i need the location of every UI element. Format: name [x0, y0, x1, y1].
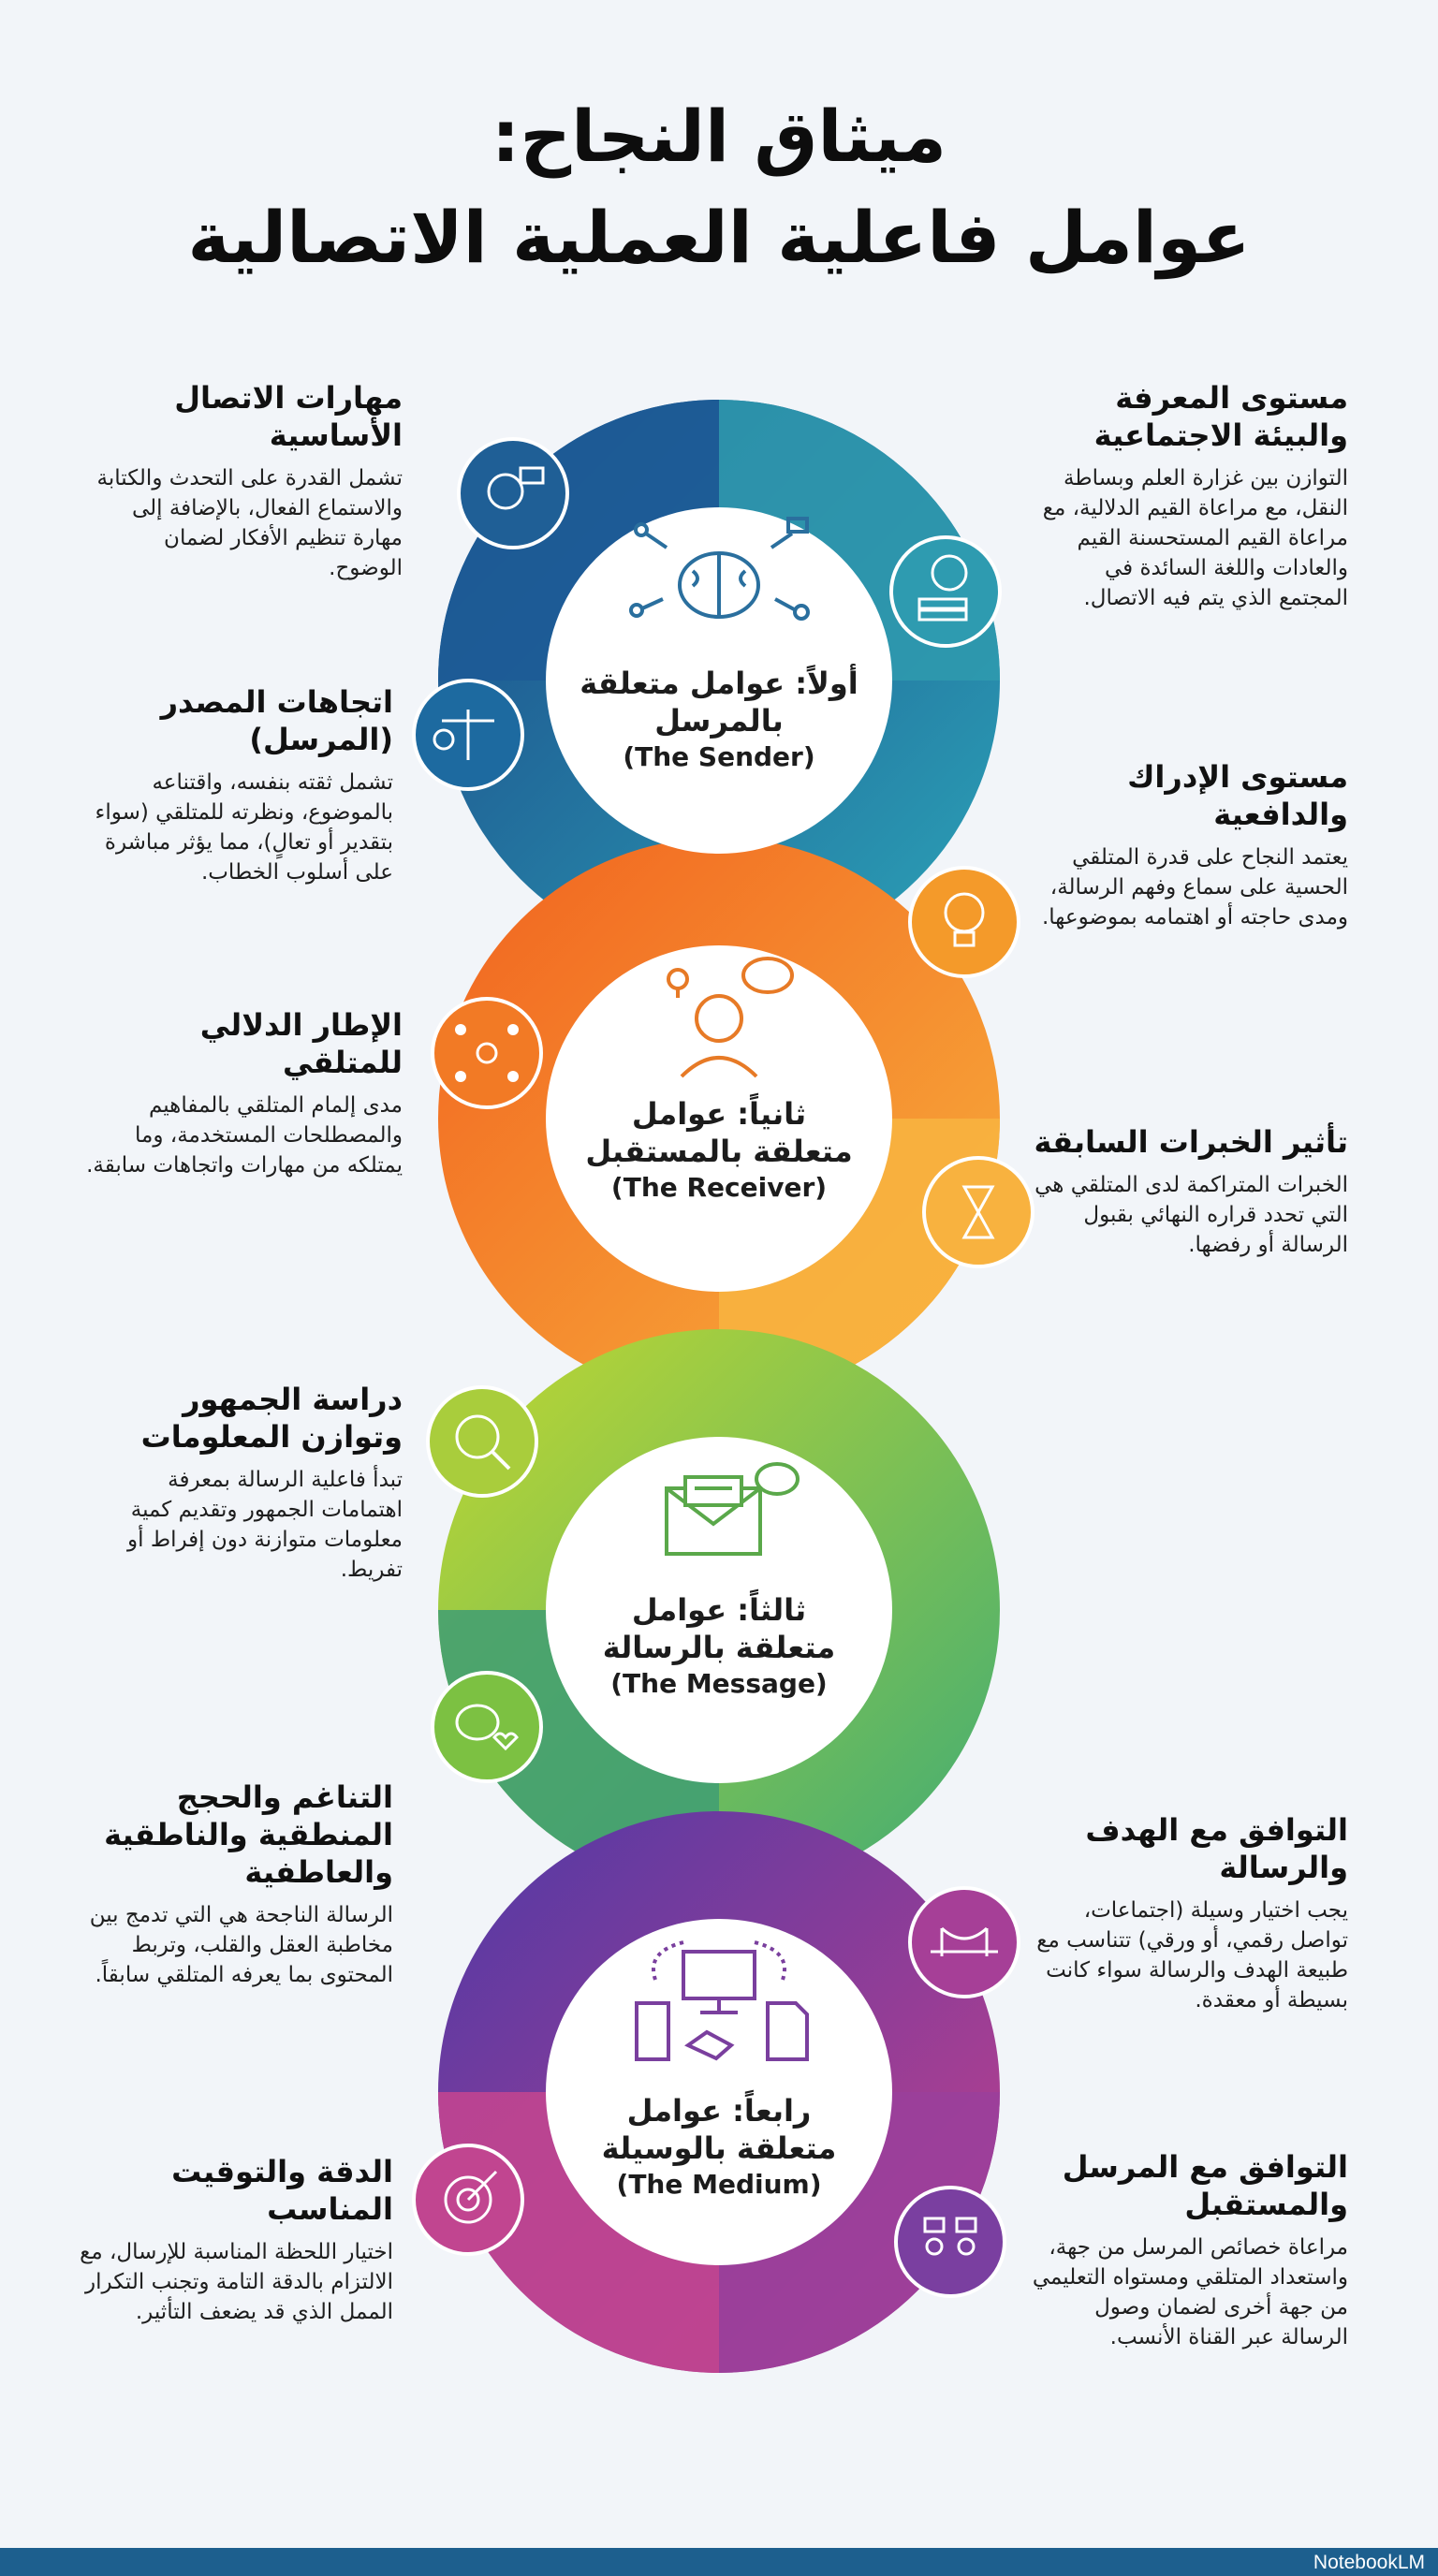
item-title: التوافق مع الهدف والرسالة: [1085, 1812, 1348, 1885]
footer-bar: [0, 2548, 1438, 2576]
message-audience-item: [84, 1381, 403, 1585]
sender-center-label: أولاً: عوامل متعلقة بالمرسل (The Sender): [580, 666, 858, 772]
message-center-label: ثالثاً: عوامل متعلقة بالرسالة (The Message): [602, 1592, 836, 1699]
item-text: اختيار اللحظة المناسبة للإرسال، مع الالتزام بالدقة التامة وتجنب التكرار الممل الذي قد يضعف التأثير.: [80, 2240, 393, 2324]
title-line-1: ميثاق النجاح:: [491, 95, 947, 178]
item-title: مستوى الإدراك والدافعية: [1127, 759, 1348, 832]
item-title: اتجاهات المصدر (المرسل): [160, 684, 393, 757]
icon-circle-network-person: [433, 999, 541, 1107]
medium-parties-fit-item: [1030, 2148, 1348, 2352]
item-text: يجب اختيار وسيلة (اجتماعات، تواصل رقمي، أو ورقي) تتناسب مع طبيعة الهدف والرسالة سواء كانت بسيطة أو معقدة.: [1036, 1898, 1348, 2012]
title-line-2: عوامل فاعلية العملية الاتصالية: [187, 196, 1251, 279]
page-title: [0, 86, 1438, 288]
item-text: مدى إلمام المتلقي بالمفاهيم والمصطلحات المستخدمة، وما يمتلكه من مهارات واتجاهات سابقة.: [86, 1093, 403, 1178]
medium-goal-fit-item: [1030, 1811, 1348, 2015]
item-text: الرسالة الناجحة هي التي تدمج بين مخاطبة العقل والقلب، وتربط المحتوى بما يعرفه المتلقي سابقاً.: [89, 1903, 393, 1987]
message-harmony-item: [75, 1778, 393, 1990]
icon-circle-scale-heart: [414, 681, 522, 789]
sender-knowledge-item: [1030, 379, 1348, 613]
medium-timing-item: [75, 2153, 393, 2327]
item-text: تشمل القدرة على التحدث والكتابة والاستماع الفعال، بالإضافة إلى مهارة تنظيم الأفكار لضمان الوضوح.: [96, 466, 403, 580]
item-text: التوازن بين غزارة العلم وبساطة النقل، مع مراعاة القيم الدلالية، مع مراعاة القيم المستحسنة القيم والعادات واللغة السائدة في المجتمع الذي يتم فيه الاتصال.: [1042, 466, 1348, 610]
item-title: تأثير الخبرات السابقة: [1034, 1124, 1348, 1160]
item-title: الدقة والتوقيت المناسب: [171, 2154, 393, 2227]
icon-circle-lightbulb: [910, 868, 1019, 976]
sender-skills-item: [84, 379, 403, 583]
receiver-frame-item: [84, 1006, 403, 1180]
icon-circle-bridge: [910, 1888, 1019, 1997]
item-title: مهارات الاتصال الأساسية: [174, 380, 403, 453]
medium-center-label: رابعاً: عوامل متعلقة بالوسيلة (The Medium): [601, 2093, 837, 2200]
icon-circle-target: [414, 2145, 522, 2254]
item-title: التوافق مع المرسل والمستقبل: [1062, 2149, 1348, 2222]
receiver-center-label: ثانياً: عوامل متعلقة بالمستقبل (The Receiver): [585, 1096, 853, 1203]
item-title: الإطار الدلالي للمتلقي: [199, 1007, 403, 1080]
item-title: التناغم والحجج المنطقية والناطقية والعاطفية: [104, 1779, 393, 1890]
icon-circle-head-gears: [459, 439, 567, 548]
item-text: تبدأ فاعلية الرسالة بمعرفة اهتمامات الجمهور وتقديم كمية معلومات متوازنة دون إفراط أو تفريط.: [127, 1468, 403, 1582]
icon-circle-brain-heart: [433, 1673, 541, 1781]
receiver-perception-item: [1030, 758, 1348, 932]
item-text: مراعاة خصائص المرسل من جهة، واستعداد المتلقي ومستواه التعليمي من جهة أخرى لضمان وصول الرسالة عبر القناة الأنسب.: [1032, 2235, 1348, 2349]
brand-label: NotebookLM: [1313, 2552, 1425, 2573]
receiver-experience-item: [1030, 1123, 1348, 1260]
icon-circle-two-people-chat: [896, 2188, 1005, 2296]
item-title: مستوى المعرفة والبيئة الاجتماعية: [1093, 380, 1348, 453]
item-text: تشمل ثقته بنفسه، واقتناعه بالموضوع، ونظرته للمتلقي (سواء بتقدير أو تعالٍ)، مما يؤثر مباشرة على أسلوب الخطاب.: [95, 770, 393, 885]
item-title: دراسة الجمهور وتوازن المعلومات: [140, 1382, 403, 1455]
sender-attitudes-item: [75, 683, 393, 887]
icon-circle-globe-books: [891, 537, 1000, 646]
icon-circle-audience-search: [428, 1387, 536, 1496]
icon-circle-hourglass: [924, 1158, 1033, 1266]
item-text: يعتمد النجاح على قدرة المتلقي الحسية على سماع وفهم الرسالة، ومدى حاجته أو اهتمامه بموضوعها.: [1041, 845, 1348, 929]
item-text: الخبرات المتراكمة لدى المتلقي هي التي تحدد قراره النهائي بقبول الرسالة أو رفضها.: [1034, 1173, 1348, 1257]
